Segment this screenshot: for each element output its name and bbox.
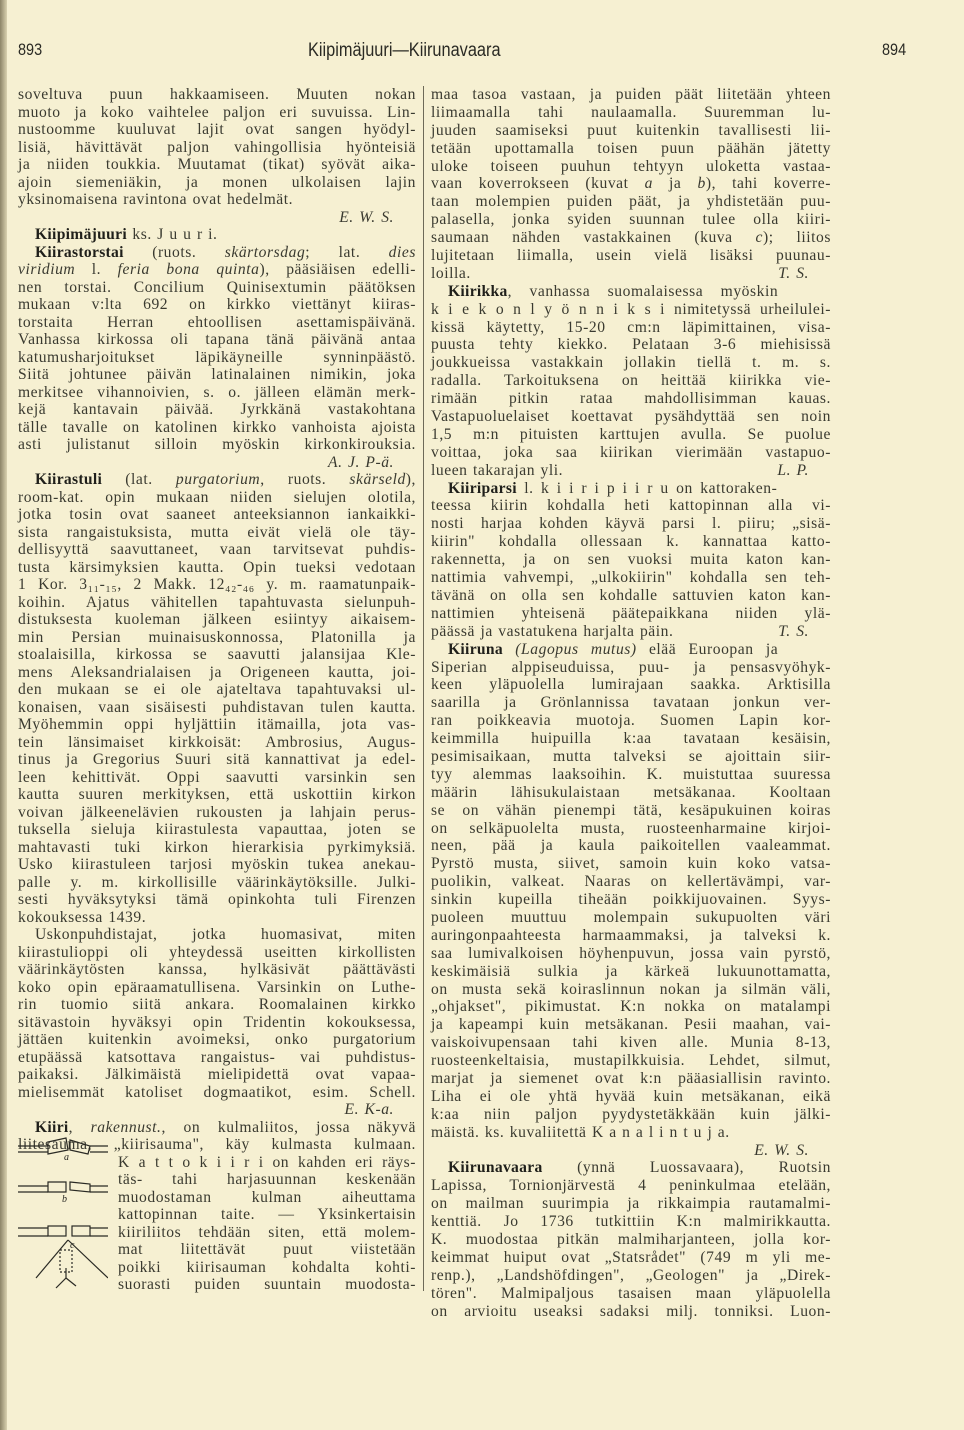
left-text-line: room-kat. opin mukaan niiden sielujen olotila, [18, 488, 416, 506]
left-text-line: tuksella sieluja kiirastulesta vapauttaa, joten se [18, 821, 416, 838]
left-text-line: nustoomme kuuluvat lajit ovat sangen hyödyl- [18, 121, 416, 138]
left-text-line: Kiirastorstai (ruots. skärtorsdag; lat. dies [35, 243, 416, 261]
right-text-line: nosti harjaa kohden käyvä parsi l. piiru; „sisä- [431, 515, 831, 533]
left-text-line: Myöhemmin oppi hyljättiin itämailla, jota vas- [18, 716, 416, 733]
right-text-line: puolikin, valkeat. Naaras on kellertävämpi, var- [431, 873, 831, 891]
right-text-line: vaan koverrokseen (kuvat a ja b), tahi koverre- [431, 175, 831, 193]
right-text-line: 1,5 m:n pituisten karttujen avulla. Se puolue [431, 425, 831, 443]
right-text-line: rimään pitkin rataa mahdollisimman kauas. [431, 390, 831, 408]
left-text-line: soveltuva puun hakkaamiseen. Muuten nokan [18, 86, 416, 103]
italic-term: viridium [18, 261, 76, 278]
right-text-line: ja kapeampi kuin metsäkanan. Pesii maahan, vai- [431, 1016, 831, 1034]
italic-term: a [644, 175, 653, 193]
left-text-line: katumusharjoitukset läpikäyneille synninpäästö. [18, 348, 416, 366]
left-text-line: suorasti puiden suuntain muodosta- [118, 1276, 416, 1293]
italic-term: b [697, 175, 706, 193]
left-text-line: poikki kiirisauman kohdalta kohti- [118, 1258, 416, 1276]
page-number-left: 893 [18, 40, 43, 59]
right-text-line [431, 462, 831, 480]
right-text-line: tävänä on olla sen kohdalle sattuvien katon kan- [431, 586, 831, 604]
left-text-line: kautta suuren merkityksen, että uskottiin kirkon [18, 786, 416, 803]
right-text-line: keimmilla huipuilla k:aa tavataan kesäisin, [431, 730, 831, 748]
left-text-line: konaisen, vaan sisäisesti puhdistavan tulen kautta. [18, 698, 416, 716]
left-text-line: sista rangaistuksista, mutta eivät vielä ole täy- [18, 523, 416, 541]
left-text-line: täs- tahi harjasuunnan keskenään [118, 1171, 416, 1188]
left-text-line: kiirastulioppi oli yhteydessä useitten kirkollisten [18, 943, 416, 961]
left-text-line: liitesauma, „kiirisauma", käy kulmasta kulmaan. [18, 1136, 416, 1153]
left-text-line: mens Aleksandrialaisen ja Origeneen kautta, joi- [18, 663, 416, 681]
left-text-line: kejä kantavain päivää. Jyrkkänä vastakohtana [18, 401, 416, 418]
left-text-line: tein länsimaiset kirkkoisät: Ambrosius, Augus- [18, 733, 416, 751]
right-text-line: Vastapuoluelaiset koettavat pysähdyttää sen noin [431, 408, 831, 426]
italic-term: (Lagopus mutus) [515, 640, 637, 658]
left-text-line: mukaan v:lta 692 on kirkko viettänyt kiiras- [18, 296, 416, 313]
right-text-line: neen, pää ja kaula paikoitellen vaaleammat. [431, 837, 831, 855]
left-text-line: tinus ja Gregorius Suuri sitä kannattivat ja edel- [18, 751, 416, 768]
right-text-line: kissä käytetty, 15-20 cm:n läpimittainen, visa- [431, 318, 831, 336]
right-text-line: juuden saamiseksi puut kuitenkin tavallisesti lii- [431, 121, 831, 139]
italic-term: feria bona quinta [117, 261, 260, 278]
right-text-line [431, 265, 831, 283]
headword: Kiirastorstai [35, 243, 124, 261]
page-number-right: 894 [882, 40, 907, 59]
right-text-line: nattimien yhteisenä päätepaikkana niiden ylä- [431, 604, 831, 622]
right-text-line: Siperian alppiseuduissa, puu- ja pensasvyöhyk- [431, 658, 831, 676]
author-signature: L. P. [777, 461, 809, 479]
right-text-line: vaiskoivupensaan tahi kiven alle. Munia 8-13, [431, 1034, 831, 1052]
line-text: päässä ja vastatukena harjalta päin. [431, 622, 674, 640]
italic-term: skärtorsdag [224, 243, 306, 261]
left-text-line: sesti hyväksytyksi tämä opinkohta tuli Firenzen [18, 891, 416, 908]
left-text-line: muodostaman kulman aiheuttama [118, 1188, 416, 1206]
left-text-line: Kiipimäjuuri ks. J u u r i. [35, 226, 218, 243]
column-divider [423, 86, 424, 1291]
left-text-line: torstaita Herran ehtoollisen asettamispäivänä. [18, 313, 416, 331]
right-text-line: kiirin" kohdalla ollessaan k. kannattaa katto- [431, 533, 831, 551]
right-text-line: k:aa niin paljon pyydystetäkkään kuin jälki- [431, 1105, 831, 1123]
right-text-line: Kiiruna (Lagopus mutus) elää Euroopan ja [448, 640, 779, 658]
right-text-line: radalla. Tarkoituksena on heittää kiirikka vie- [431, 372, 831, 390]
left-text-line: Uskonpuhdistajat, jotka huomasivat, miten [35, 926, 416, 943]
page-edge [0, 0, 7, 1430]
right-text-line: tetään upottamalla toisen puun päähän jätetty [431, 139, 831, 157]
left-text-line: jotka tosin ovat saaneet anteeksiannon iankaikki- [18, 506, 416, 523]
right-text-line: saarilla ja Grönlannissa tavataan jonkun ver- [431, 694, 831, 712]
right-column [431, 86, 831, 1320]
right-text-line: Pyrstö musta, siivet, samoin kuin koko vatsa- [431, 855, 831, 873]
left-text-line: 1 Kor. 3₁₁-₁₅, 2 Makk. 12₄₂-₄₆ y. m. raamatunpaik- [18, 576, 416, 593]
author-signature: T. S. [778, 622, 809, 640]
line-text: loilla. [431, 264, 471, 282]
right-text-line: on mailman suurimpia ja rikkaimpia rautamalmi- [431, 1195, 831, 1213]
left-text-line: viridium l. feria bona quinta), pääsiäisen edelli- [18, 261, 416, 278]
right-text-line: teessa kiirin kohdalla heti kattopinnan alla vi- [431, 497, 831, 515]
left-text-line: lisiä, hävittävät paljon vahingollisia hyönteisiä [18, 138, 416, 156]
left-text-line: mat liitettävät puut viistetään [118, 1241, 416, 1258]
right-text-line: keskimäisiä sulkia ja kärkeä lukuunottamatta, [431, 962, 831, 980]
figure-label-c: c [70, 1240, 75, 1251]
left-text-line: merkitsee vihannoivien, s. o. jälleen elämän merk- [18, 383, 416, 401]
left-text-line: kokouksessa 1439. [18, 908, 147, 926]
headword: Kiiruna [448, 640, 503, 658]
left-text-line: palle y. m. kirkollisille väärinkäytöksille. Julki- [18, 873, 416, 891]
right-text-line: auringonpaahteesta harmaammaksi, ja talveksi k. [431, 926, 831, 944]
figure-label-a: a [64, 1152, 69, 1163]
right-text-line: keimmat huiput ovat „Statsrådet" (749 m yli me- [431, 1248, 831, 1266]
italic-term: c [755, 229, 763, 247]
left-column [18, 86, 416, 1294]
left-text-line: kiiriliitos tehdään siten, että molem- [118, 1223, 416, 1241]
right-text-line: puoleen muuttuu molempain sukupuolten väri [431, 908, 831, 926]
right-text-line: kenttiä. Jo 1736 tutkittiin K:n malmirikkautta. [431, 1213, 831, 1231]
left-text-line: koihin. Ajatus vähitellen tapahtuvasta sielunpuh- [18, 593, 416, 611]
right-text-line: rakennetta, ja on sen vuoksi muita katon kan- [431, 551, 831, 569]
left-text-line: dellisyyttä saavuttaneet, vaan tarvitsevat puhdis- [18, 541, 416, 558]
left-text-line: yksinomaisena ravintona ovat hedelmät. [18, 191, 294, 208]
right-text-line: ruosteenkeltaisia, mustapilkkuisia. Lehdet, silmut, [431, 1052, 831, 1070]
right-text-line: keen yläpuolella lumirajaan saakka. Arktisilla [431, 676, 831, 694]
left-text-line: rin tuomio siitä ankara. Roomalainen kirkko [18, 996, 416, 1013]
right-text-line: on arvioitu useaksi sadaksi milj. tonniksi. Luon- [431, 1302, 831, 1320]
figure-label-b: b [62, 1194, 67, 1205]
author-signature: E. K-a. [344, 1101, 394, 1118]
right-text-line: sinkin kupeilla tiheään poikkijuovainen. Syys- [431, 891, 831, 909]
right-text-line: Lapissa, Tornionjärvestä 4 peninkulmaa etelään, [431, 1177, 831, 1195]
left-text-line: min Persian muinaisuskonnossa, Platonilla ja [18, 628, 416, 646]
left-text-line: Vanhassa kirkossa oli tapana tänä päivänä antaa [18, 331, 416, 348]
left-text-line: paikaksi. Jälkimäistä mielipidettä ovat vapaa- [18, 1066, 416, 1083]
right-text-line: on musta sekä koiraslinnun nokan ja silmän väli, [431, 980, 831, 998]
headword: Kiipimäjuuri [35, 226, 127, 243]
left-text-line: muoto ja koko vaihtelee paljon eri suvuissa. Lin- [18, 103, 416, 121]
left-text-line: tälle tavalle on katolinen kirkko vanhoista ajoista [18, 418, 416, 436]
italic-term: purgatorium [175, 471, 261, 488]
right-text-line: Kiiriparsi l. k i i r i p i i r u on kattoraken- [448, 479, 778, 497]
right-text-line: Kiirunavaara (ynnä Luossavaara), Ruotsin [448, 1159, 831, 1177]
author-signature: A. J. P-ä. [328, 453, 394, 471]
left-text-line: Kiirastuli (lat. purgatorium, ruots. skärseld), [35, 471, 416, 488]
left-text-line: Kiiri, rakennust., on kulmaliitos, jossa näkyvä [35, 1118, 416, 1136]
right-text-line: puusta tehty kiekko. Pelataan 3-6 miehisissä [431, 336, 831, 354]
left-text-line: kattopinnan taite. — Yksinkertaisin [118, 1206, 416, 1223]
right-text-line: uloke toiseen puuhun tehtyyn uloketta vastaa- [431, 157, 831, 175]
right-text-line: palasella, jonka syiden suunnan tulee olla kiiri- [431, 211, 831, 229]
author-signature: T. S. [778, 264, 809, 282]
headword: Kiirikka [448, 282, 508, 300]
right-text-line: renp.), „Landshöfdingen", „Geologen" ja „Direk- [431, 1266, 831, 1284]
right-text-line: tyy alemmas laaksoihin. K. muistuttaa suuressa [431, 765, 831, 783]
right-text-line: saumaan nähden vastakkainen (kuva c); liitos [431, 229, 831, 247]
left-text-line: jättäen kuitenkin avoimeksi, onko purgatorium [18, 1031, 416, 1048]
left-text-line: distuksesta kuoleman jälkeen esiintyy aikaisem- [18, 611, 416, 628]
right-text-line: tören". Malmipaljous tasaisen maan yläpuolella [431, 1284, 831, 1302]
left-text-line: mahtavasti tuki kirkon hierarkisia pyrkimyksiä. [18, 838, 416, 856]
right-text-line: ran poikkeavia muotoja. Suomen Lapin kor- [431, 712, 831, 730]
right-text-line: K. muodostaa pitkän malmiharjanteen, jolla kor- [431, 1231, 831, 1248]
left-text-line: sitävastoin hyväksyi opin Tridentin kokouksessa, [18, 1013, 416, 1031]
left-text-line: leen kehittivät. Oppi saavutti varsinkin sen [18, 768, 416, 786]
headword: Kiirastuli [35, 471, 103, 488]
left-text-line: asti julistanut silloin myöskin kirkonkirouksia. [18, 436, 416, 453]
left-text-line: stoalaisilla, kirkossa se saavutti jalansijaa Kle- [18, 646, 416, 663]
right-text-line: lujitetaan liimalla, usein vielä lisäksi puunau- [431, 247, 831, 265]
right-text-line [431, 623, 831, 641]
left-text-line: ajoin siemeniäkin, ja monen ulkolaisen lajin [18, 173, 416, 191]
author-signature: E. W. S. [339, 208, 394, 226]
right-text-line: joukkueissa vastakkain jollakin tiellä t. m. s. [431, 354, 831, 372]
right-text-line: „ohjakset", pikimustat. K:n nokka on matalampi [431, 998, 831, 1016]
right-text-line: on selkäpuolelta musta, ruosteenharmaine kirjoi- [431, 819, 831, 837]
right-text-line: Liha ei ole yhtä hyvää kuin metsäkanan, eikä [431, 1087, 831, 1105]
left-text-line: mielisemmät katoliset dogmaatikot, esim. Schell. [18, 1083, 416, 1101]
line-text: lueen takarajan yli. [431, 461, 564, 479]
right-text-line: marjat ja siemenet ovat k:n pääasiallisin ravinto. [431, 1069, 831, 1087]
italic-term: rakennust. [90, 1118, 162, 1136]
left-text-line: den mukaan se ei ole ajateltava tapahtuvaksi ul- [18, 681, 416, 698]
italic-term: skärseld [349, 471, 406, 488]
left-text-line: Siitä johtunee päivän latinalainen nimikin, joka [18, 366, 416, 383]
right-text-line: taan molempien puiden päät, ja yhdistetään puu- [431, 193, 831, 211]
left-text-line: Usko kiirastuleen tarjosi myöskin tukea anekau- [18, 856, 416, 873]
left-text-line: koko opin epäraamatullisena. Varsinkin on Luthe- [18, 978, 416, 996]
left-text-line: etupäässä katsottava rangaistus- vai puhdistus- [18, 1048, 416, 1066]
right-text-line: mäistä. ks. kuvaliitettä K a n a l i n t u j a. [431, 1123, 730, 1141]
right-text-line: määrin lähisukulaistaan metsäkanaa. Kooltaan [431, 783, 831, 801]
right-text-line: se on vähän pienempi tätä, kesäpukuinen koiras [431, 801, 831, 819]
running-title: Kiipimäjuuri—Kiirunavaara [308, 40, 501, 61]
right-text-line: k i e k o n l y ö n n i k s i nimitetyssä urheilulei- [431, 300, 831, 318]
right-text-line: liimaamalla tahi naulaamalla. Suuremman lu- [431, 103, 831, 121]
left-text-line: ja niiden toukkia. Muutamat (tikat) syövät aika- [18, 156, 416, 173]
headword: Kiiriparsi [448, 479, 517, 497]
left-text-line: tusta kärsimyksien kautta. Opin tueksi vedotaan [18, 558, 416, 576]
left-text-line: nen torstai. Concilium Quinisextumin päätöksen [18, 278, 416, 296]
right-text-line: maa tasoa vastaan, ja puiden päät liitetään yhteen [431, 86, 831, 103]
author-signature: E. W. S. [754, 1141, 809, 1159]
left-text-line: voivan jälkeenelävien rukousten ja lahjain perus- [18, 803, 416, 821]
right-text-line: pesimisaikaan, mutta talveksi se ajoittain siir- [431, 747, 831, 765]
right-text-line: saa lumivalkoisen höyhenpuvun, jossa vain pyrstö, [431, 944, 831, 962]
headword: Kiiri [35, 1118, 69, 1136]
left-text-line: väärinkäytösten kanssa, hylkäsivät päättävästi [18, 961, 416, 978]
italic-term: dies [388, 243, 416, 261]
right-text-line: voittaa, joka saa kiirikan vierimään vastapuo- [431, 443, 831, 461]
roof-joint-figure [18, 1128, 108, 1293]
right-text-line: Kiirikka, vanhassa suomalaisessa myöskin [448, 282, 779, 300]
left-text-line: K a t t o k i i r i on kahden eri räys- [118, 1153, 416, 1171]
right-text-line: nattimia vahvempi, „ulkokiirin" kohdalla sen teh- [431, 569, 831, 587]
headword: Kiirunavaara [448, 1159, 543, 1177]
